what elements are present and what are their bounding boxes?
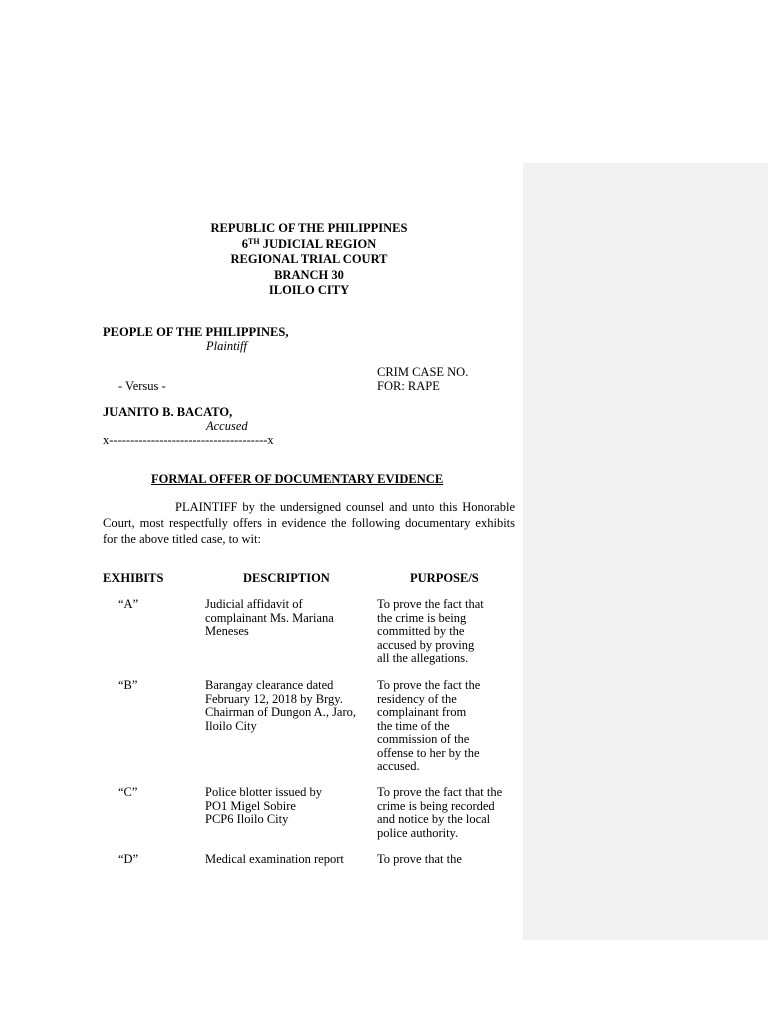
exhibit-label: “A”	[118, 597, 139, 611]
exhibit-description	[205, 598, 377, 639]
intro-paragraph	[103, 499, 515, 547]
description-line: February 12, 2018 by Brgy.	[205, 691, 343, 706]
header-exhibits: EXHIBITS	[103, 571, 164, 585]
accused-name: JUANITO B. BACATO,	[103, 405, 233, 419]
comment-pane	[523, 163, 768, 940]
region-number: 6	[241, 236, 248, 251]
versus-label: - Versus -	[118, 379, 166, 393]
purpose-line: offense to her by the	[377, 745, 480, 760]
court-line-region	[190, 237, 428, 253]
plaintiff-name: PEOPLE OF THE PHILIPPINES,	[103, 325, 289, 339]
court-line-rtc: REGIONAL TRIAL COURT	[230, 252, 388, 266]
purpose-line: complainant from	[377, 705, 467, 719]
description-line: Iloilo City	[205, 718, 257, 733]
purpose-line: commission of the	[377, 732, 470, 746]
court-line-branch: BRANCH 30	[274, 267, 344, 282]
court-line-republic: REPUBLIC OF THE PHILIPPINES	[210, 221, 408, 235]
case-number: CRIM CASE NO.	[377, 365, 469, 379]
exhibit-purpose	[377, 598, 522, 666]
purpose-line: To prove the fact that the	[377, 785, 503, 799]
purpose-line: accused by proving	[377, 637, 475, 652]
description-line: PCP6 Iloilo City	[205, 812, 289, 826]
region-label: JUDICIAL REGION	[259, 236, 377, 251]
purpose-line: and notice by the local	[377, 812, 491, 826]
description-line: Barangay clearance dated	[205, 678, 334, 692]
exhibit-description	[205, 679, 377, 733]
description-line: PO1 Migel Sobire	[205, 798, 296, 813]
document-title: FORMAL OFFER OF DOCUMENTARY EVIDENCE	[151, 472, 444, 486]
purpose-line: the crime is being	[377, 610, 467, 625]
purpose-line: committed by the	[377, 624, 465, 638]
intro-text: PLAINTIFF by the undersigned counsel and unto this Honorable Court, most respectfully offers in evidence the following documentary exhibits for the above titled case, to wit:	[103, 500, 515, 546]
description-line: Judicial affidavit of	[205, 597, 303, 611]
exhibit-purpose	[377, 679, 522, 774]
region-suffix: TH	[248, 236, 260, 246]
exhibit-description	[205, 786, 377, 827]
exhibit-purpose	[377, 853, 522, 867]
purpose-line: To prove that the	[377, 852, 462, 866]
exhibit-label: “D”	[118, 852, 139, 866]
description-line: Chairman of Dungon A., Jaro,	[205, 705, 357, 719]
court-header	[190, 221, 428, 299]
purpose-line: To prove the fact that	[377, 597, 484, 611]
purpose-line: crime is being recorded	[377, 798, 495, 813]
exhibit-purpose	[377, 786, 522, 840]
header-description: DESCRIPTION	[243, 571, 330, 585]
purpose-line: all the allegations.	[377, 651, 469, 665]
description-line: Police blotter issued by	[205, 785, 322, 799]
purpose-line: To prove the fact the	[377, 678, 481, 692]
description-line: Medical examination report	[205, 852, 344, 866]
description-line: Meneses	[205, 624, 249, 638]
purpose-line: the time of the	[377, 718, 450, 733]
header-purpose: PURPOSE/S	[410, 571, 479, 585]
accused-role: Accused	[206, 419, 248, 433]
plaintiff-role: Plaintiff	[206, 339, 247, 353]
description-line: complainant Ms. Mariana	[205, 610, 334, 625]
exhibit-label: “C”	[118, 785, 138, 799]
purpose-line: residency of the	[377, 691, 457, 706]
purpose-line: accused.	[377, 759, 420, 773]
case-offense: FOR: RAPE	[377, 379, 440, 393]
exhibit-description	[205, 853, 377, 867]
caption-divider: x--------------------------------------x	[103, 433, 274, 447]
court-line-city: ILOILO CITY	[268, 283, 350, 297]
purpose-line: police authority.	[377, 825, 459, 840]
exhibit-label: “B”	[118, 678, 138, 692]
